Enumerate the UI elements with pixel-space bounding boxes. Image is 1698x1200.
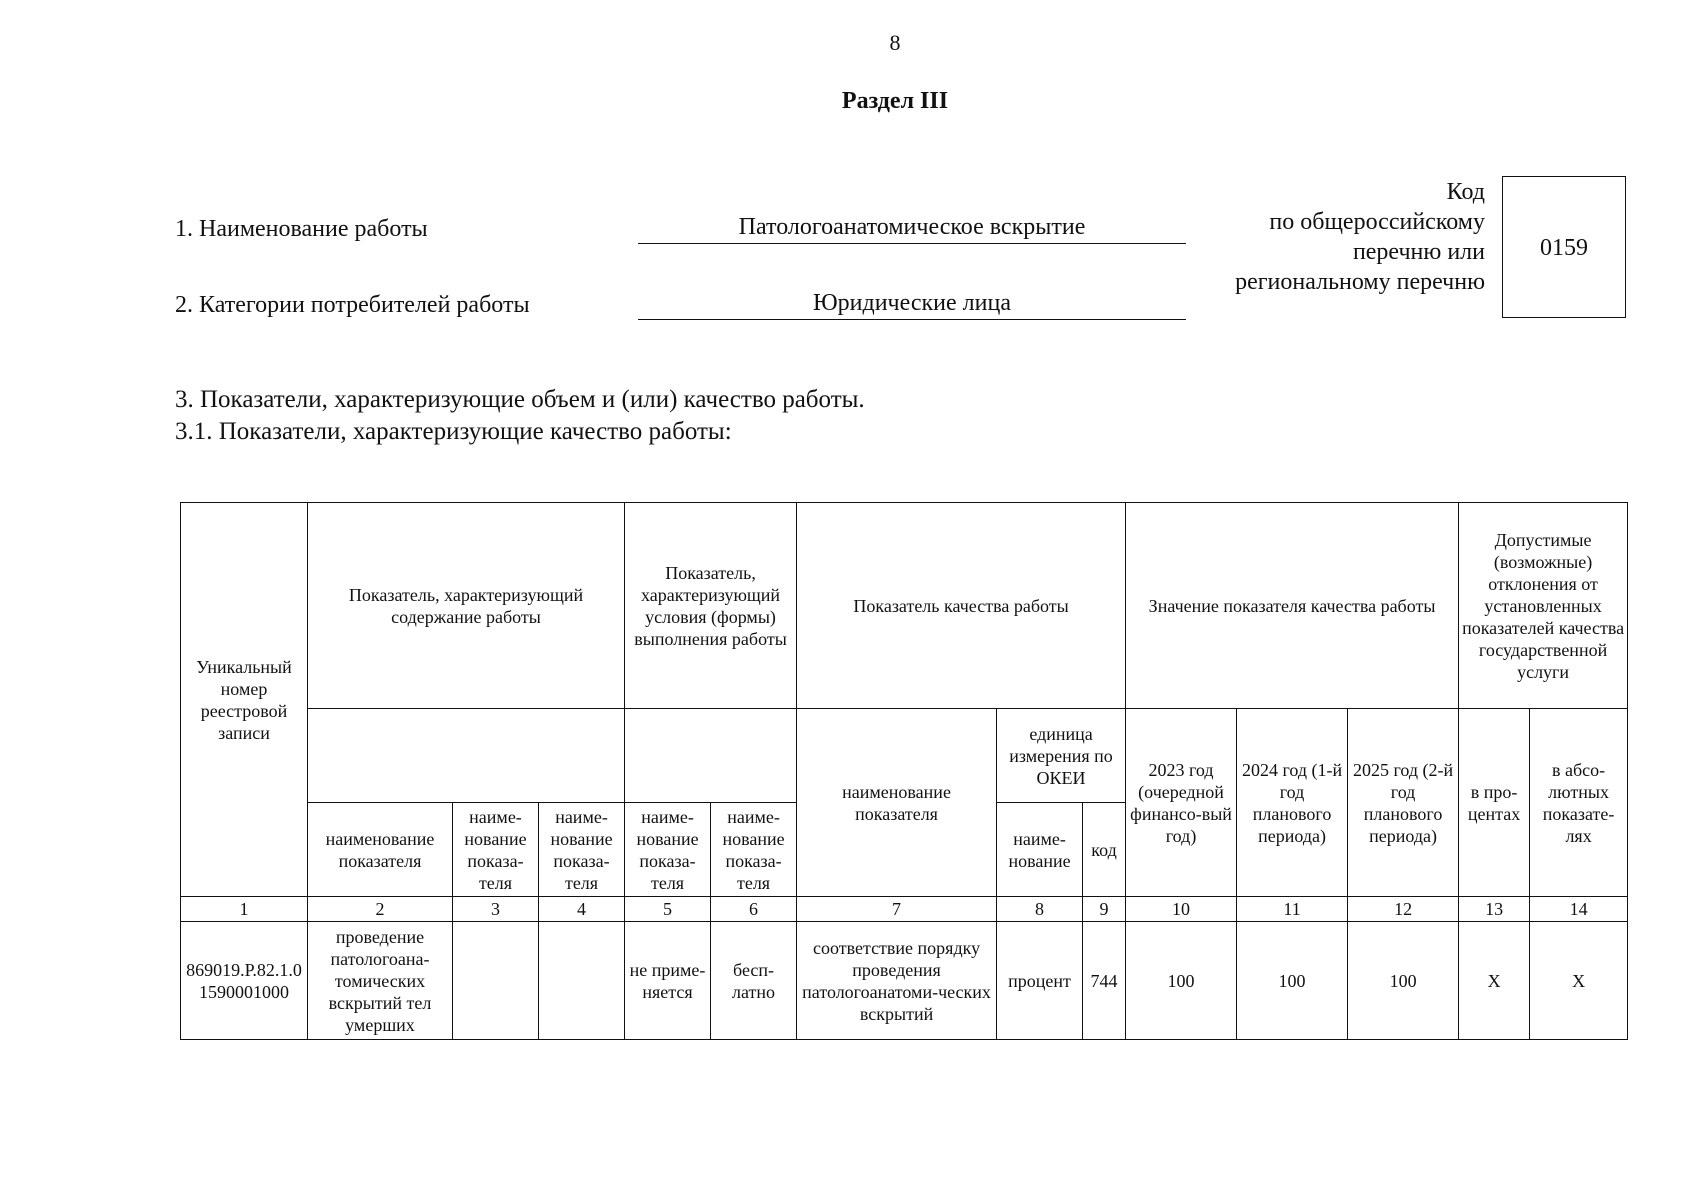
header-unit-code: код — [1083, 803, 1126, 897]
registry-code-label — [1185, 177, 1485, 297]
column-number: 12 — [1348, 897, 1459, 922]
column-number: 10 — [1126, 897, 1237, 922]
header-unit-okei: единица измерения по ОКЕИ — [997, 709, 1126, 803]
header-unit-name: наиме-нование — [997, 803, 1083, 897]
column-number: 13 — [1459, 897, 1530, 922]
condition-5-cell: не приме-няется — [625, 922, 711, 1040]
value-2025-cell: 100 — [1348, 922, 1459, 1040]
header-condition-name-5: наиме-нование показа-теля — [625, 803, 711, 897]
registry-code-label-line: Код — [1446, 179, 1485, 205]
header-content-spacer — [308, 709, 625, 803]
quality-indicators-table — [180, 502, 1628, 1040]
content-indicator-4-cell — [539, 922, 625, 1040]
condition-6-cell: бесп-латно — [711, 922, 797, 1040]
registry-code-box: 0159 — [1502, 176, 1626, 318]
indicators-heading: 3. Показатели, характеризующие объем и (или) качество работы. — [175, 386, 865, 413]
unit-name-cell: процент — [997, 922, 1083, 1040]
column-number: 1 — [181, 897, 308, 922]
column-number: 8 — [997, 897, 1083, 922]
value-2024-cell: 100 — [1237, 922, 1348, 1040]
registry-number-cell: 869019.Р.82.1.01590001000 — [181, 922, 308, 1040]
column-number: 2 — [308, 897, 453, 922]
column-number: 9 — [1083, 897, 1126, 922]
header-year-2025: 2025 год (2-й год планового периода) — [1348, 709, 1459, 897]
header-condition-spacer — [625, 709, 797, 803]
consumer-category-label: 2. Категории потребителей работы — [175, 292, 530, 318]
work-name-value: Патологоанатомическое вскрытие — [638, 214, 1186, 244]
header-content-name: наименование показателя — [308, 803, 453, 897]
deviation-percent-cell: Х — [1459, 922, 1530, 1040]
column-number: 11 — [1237, 897, 1348, 922]
column-number: 14 — [1530, 897, 1628, 922]
header-quality-value: Значение показателя качества работы — [1126, 503, 1459, 709]
work-name-label: 1. Наименование работы — [175, 216, 428, 242]
header-quality-indicator: Показатель качества работы — [797, 503, 1126, 709]
header-allowed-deviation: Допустимые (возможные) отклонения от установленных показателей качества государственной услуги — [1459, 503, 1628, 709]
column-number: 6 — [711, 897, 797, 922]
registry-code-label-line: перечню или — [1352, 239, 1485, 265]
column-number-row — [181, 897, 1628, 922]
column-number: 4 — [539, 897, 625, 922]
header-condition-indicator: Показатель, характеризующий условия (формы) выполнения работы — [625, 503, 797, 709]
header-indicator-name: наименование показателя — [797, 709, 997, 897]
header-unique-number: Уникальный номер реестровой записи — [181, 503, 308, 897]
page-number: 8 — [889, 30, 901, 55]
table-row — [181, 922, 1628, 1040]
unit-code-cell: 744 — [1083, 922, 1126, 1040]
header-condition-name-6: наиме-нование показа-теля — [711, 803, 797, 897]
column-number: 7 — [797, 897, 997, 922]
header-year-2024: 2024 год (1-й год планового периода) — [1237, 709, 1348, 897]
deviation-absolute-cell: Х — [1530, 922, 1628, 1040]
registry-code-label-line: региональному перечню — [1235, 269, 1485, 295]
column-number: 5 — [625, 897, 711, 922]
consumer-category-value: Юридические лица — [638, 290, 1186, 320]
header-deviation-percent: в про-центах — [1459, 709, 1530, 897]
header-content-indicator: Показатель, характеризующий содержание работы — [308, 503, 625, 709]
quality-indicator-cell: соответствие порядку проведения патологоанатоми-ческих вскрытий — [797, 922, 997, 1040]
column-number: 3 — [453, 897, 539, 922]
content-indicator-3-cell — [453, 922, 539, 1040]
header-content-name-4: наиме-нование показа-теля — [539, 803, 625, 897]
header-deviation-absolute: в абсо-лютных показате-лях — [1530, 709, 1628, 897]
value-2023-cell: 100 — [1126, 922, 1237, 1040]
section-title: Раздел III — [841, 88, 949, 114]
content-indicator-cell: проведение патологоана-томических вскрытий тел умерших — [308, 922, 453, 1040]
registry-code-label-line: по общероссийскому — [1269, 209, 1485, 235]
quality-heading: 3.1. Показатели, характеризующие качество работы: — [175, 418, 732, 445]
header-content-name-3: наиме-нование показа-теля — [453, 803, 539, 897]
header-year-2023: 2023 год (очередной финансо-вый год) — [1126, 709, 1237, 897]
